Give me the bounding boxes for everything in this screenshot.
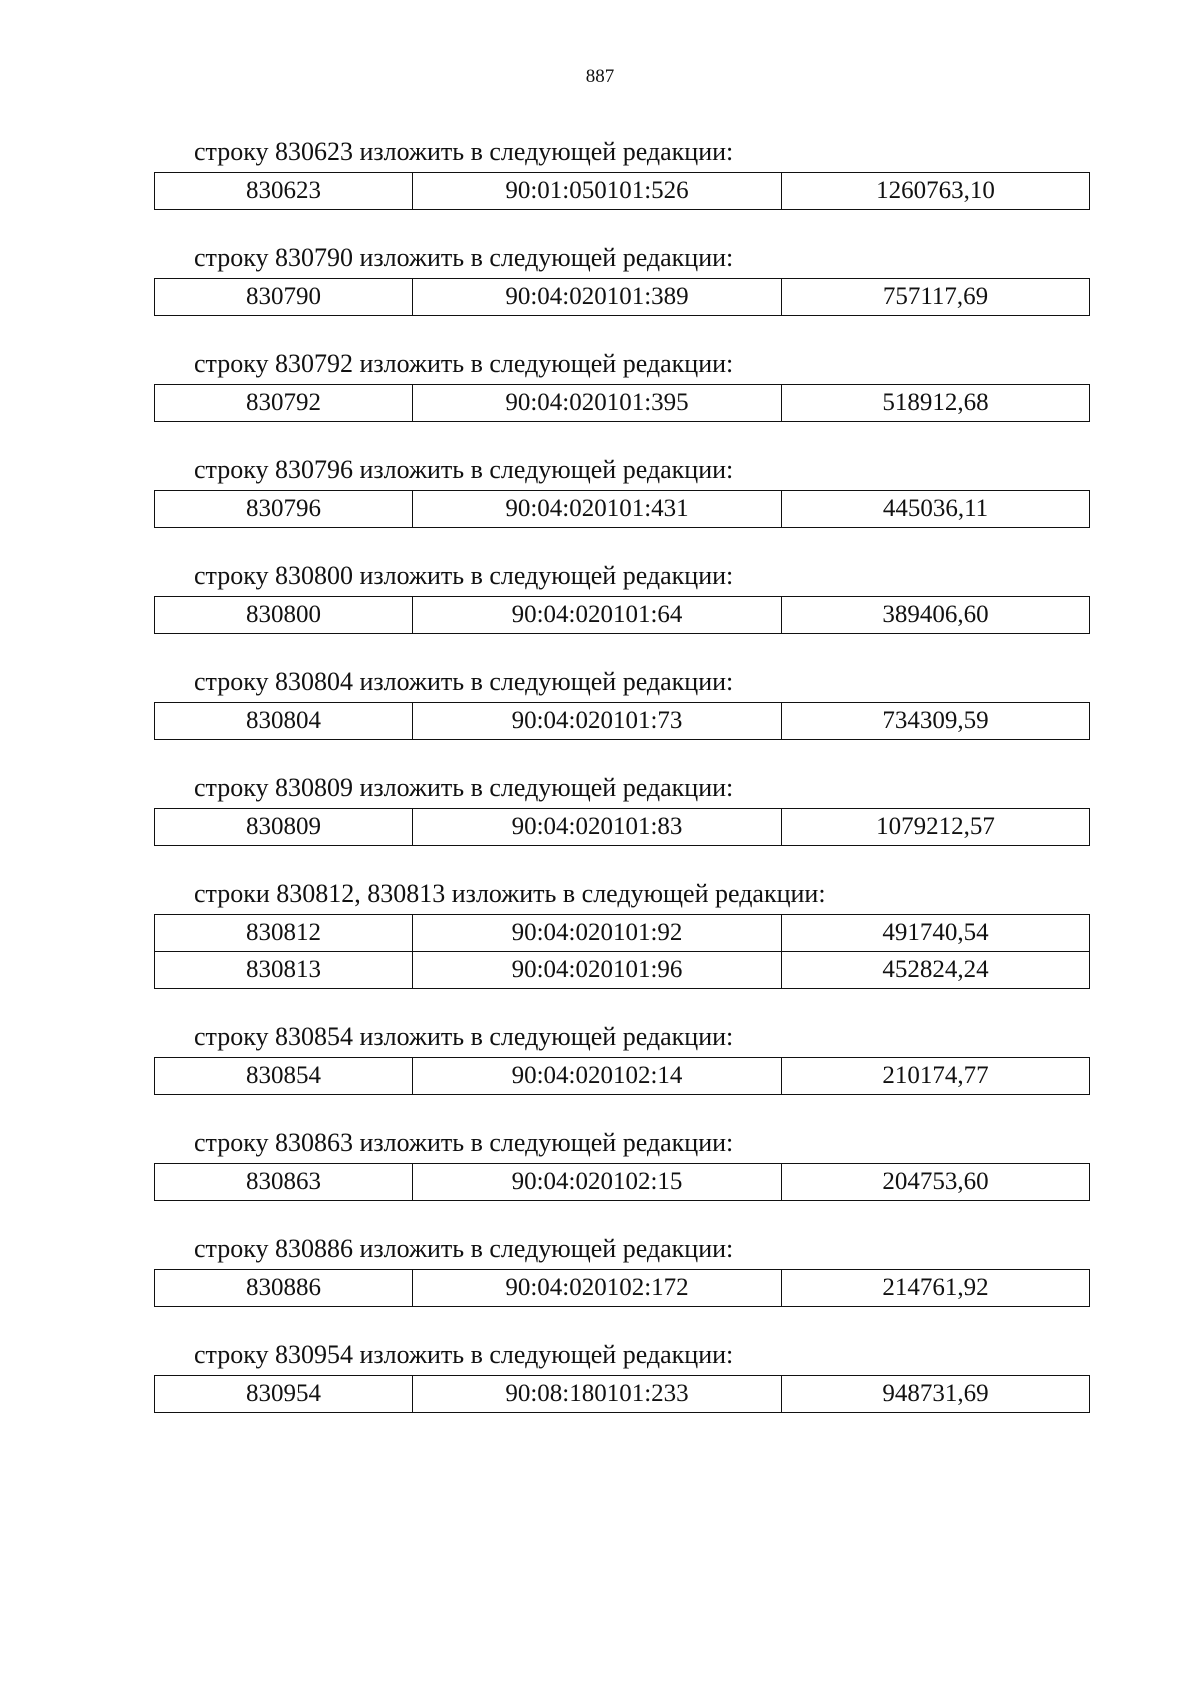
row-number-cell: 830809 [155, 809, 413, 846]
row-number-cell: 830863 [155, 1164, 413, 1201]
page-number: 887 [585, 66, 615, 87]
cadastral-number-cell: 90:04:020101:92 [413, 915, 782, 952]
cadastral-number-cell: 90:04:020101:395 [413, 385, 782, 422]
section-table [154, 808, 1090, 846]
table-row [155, 1164, 1090, 1201]
section-heading: строку 830854 изложить в следующей редакции: [194, 1022, 734, 1051]
table-row [155, 491, 1090, 528]
row-number-cell: 830800 [155, 597, 413, 634]
table-row [155, 1270, 1090, 1307]
section-heading: строку 830804 изложить в следующей редакции: [194, 667, 734, 696]
cadastral-number-cell: 90:04:020101:83 [413, 809, 782, 846]
cadastral-number-cell: 90:04:020101:73 [413, 703, 782, 740]
value-cell: 445036,11 [782, 491, 1090, 528]
section-heading: строку 830796 изложить в следующей редакции: [194, 455, 734, 484]
value-cell: 518912,68 [782, 385, 1090, 422]
table-row [155, 597, 1090, 634]
row-number-cell: 830812 [155, 915, 413, 952]
cadastral-number-cell: 90:04:020101:64 [413, 597, 782, 634]
cadastral-number-cell: 90:08:180101:233 [413, 1376, 782, 1413]
row-number-cell: 830796 [155, 491, 413, 528]
section-table [154, 278, 1090, 316]
value-cell: 491740,54 [782, 915, 1090, 952]
row-number-cell: 830790 [155, 279, 413, 316]
section-table [154, 1269, 1090, 1307]
section-heading: строку 830863 изложить в следующей редакции: [194, 1128, 734, 1157]
table-row [155, 952, 1090, 989]
value-cell: 1260763,10 [782, 173, 1090, 210]
section-table [154, 1375, 1090, 1413]
row-number-cell: 830886 [155, 1270, 413, 1307]
value-cell: 210174,77 [782, 1058, 1090, 1095]
section-table [154, 1163, 1090, 1201]
table-row [155, 703, 1090, 740]
row-number-cell: 830813 [155, 952, 413, 989]
cadastral-number-cell: 90:04:020102:15 [413, 1164, 782, 1201]
row-number-cell: 830854 [155, 1058, 413, 1095]
section-heading: строку 830809 изложить в следующей редакции: [194, 773, 734, 802]
section-table [154, 702, 1090, 740]
table-row [155, 279, 1090, 316]
document-body [154, 132, 1089, 1441]
section-heading: строку 830800 изложить в следующей редакции: [194, 561, 734, 590]
section-heading: строку 830790 изложить в следующей редакции: [194, 243, 734, 272]
section-heading: строку 830954 изложить в следующей редакции: [194, 1340, 734, 1369]
cadastral-number-cell: 90:04:020101:389 [413, 279, 782, 316]
value-cell: 389406,60 [782, 597, 1090, 634]
value-cell: 452824,24 [782, 952, 1090, 989]
section-heading: строки 830812, 830813 изложить в следующей редакции: [194, 879, 826, 908]
section-table [154, 914, 1090, 989]
value-cell: 734309,59 [782, 703, 1090, 740]
table-row [155, 173, 1090, 210]
value-cell: 757117,69 [782, 279, 1090, 316]
section-table [154, 596, 1090, 634]
table-row [155, 385, 1090, 422]
row-number-cell: 830792 [155, 385, 413, 422]
section-table [154, 490, 1090, 528]
section-heading: строку 830792 изложить в следующей редакции: [194, 349, 734, 378]
cadastral-number-cell: 90:01:050101:526 [413, 173, 782, 210]
row-number-cell: 830804 [155, 703, 413, 740]
table-row [155, 1376, 1090, 1413]
value-cell: 1079212,57 [782, 809, 1090, 846]
section-table [154, 172, 1090, 210]
cadastral-number-cell: 90:04:020102:172 [413, 1270, 782, 1307]
section-heading: строку 830623 изложить в следующей редакции: [194, 137, 734, 166]
table-row [155, 915, 1090, 952]
cadastral-number-cell: 90:04:020101:96 [413, 952, 782, 989]
table-row [155, 1058, 1090, 1095]
row-number-cell: 830954 [155, 1376, 413, 1413]
value-cell: 214761,92 [782, 1270, 1090, 1307]
value-cell: 204753,60 [782, 1164, 1090, 1201]
value-cell: 948731,69 [782, 1376, 1090, 1413]
cadastral-number-cell: 90:04:020101:431 [413, 491, 782, 528]
cadastral-number-cell: 90:04:020102:14 [413, 1058, 782, 1095]
section-table [154, 1057, 1090, 1095]
section-heading: строку 830886 изложить в следующей редакции: [194, 1234, 734, 1263]
section-table [154, 384, 1090, 422]
row-number-cell: 830623 [155, 173, 413, 210]
table-row [155, 809, 1090, 846]
